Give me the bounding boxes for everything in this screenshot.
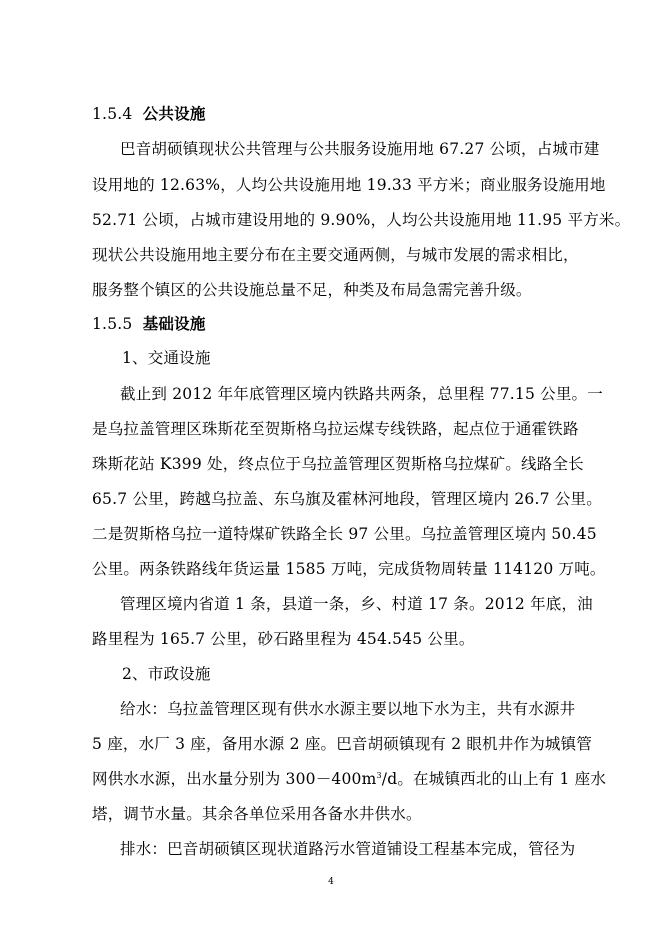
paragraph-line: 截止到 2012 年年底管理区境内铁路共两条，总里程 77.15 公里。一 [120, 385, 603, 403]
subsection-title-traffic: 1、交通设施 [122, 349, 211, 367]
paragraph-line: 路里程为 165.7 公里，砂石路里程为 454.545 公里。 [92, 630, 475, 648]
section-number: 1.5.4 [92, 105, 133, 123]
section-number: 1.5.5 [92, 315, 133, 333]
page-number: 4 [328, 877, 334, 887]
superscript: 3 [376, 770, 382, 780]
section-title: 公共设施 [142, 104, 206, 123]
paragraph-line: 珠斯花站 K399 处，终点位于乌拉盖管理区贺斯格乌拉煤矿。线路全长 [92, 455, 584, 473]
paragraph-line: 现状公共设施用地主要分布在主要交通两侧，与城市发展的需求相比， [92, 246, 579, 264]
section-heading-1-5-4 [92, 104, 206, 124]
text-run: /d。在城镇西北的山上有 1 座水 [381, 770, 607, 788]
paragraph-line: 巴音胡硕镇现状公共管理与公共服务设施用地 67.27 公顷，占城市建 [120, 140, 600, 158]
paragraph-line: 65.7 公里，跨越乌拉盖、东乌旗及霍林河地段，管理区境内 26.7 公里。 [92, 490, 602, 508]
paragraph-line: 5 座，水厂 3 座，备用水源 2 座。巴音胡硕镇现有 2 眼机井作为城镇管 [92, 735, 593, 753]
paragraph-line: 设用地的 12.63%，人均公共设施用地 19.33 平方米；商业服务设施用地 [92, 176, 606, 194]
paragraph-line: 排水：巴音胡硕镇区现状道路污水管道铺设工程基本完成，管径为 [120, 840, 576, 858]
text-run: 网供水水源，出水量分别为 300－400m [92, 770, 377, 788]
paragraph-line: 公里。两条铁路线年货运量 1585 万吨，完成货物周转量 114120 万吨。 [92, 560, 606, 578]
paragraph-line: 52.71 公顷，占城市建设用地的 9.90%，人均公共设施用地 11.95 平方米。 [92, 211, 631, 229]
paragraph-line: 给水：乌拉盖管理区现有供水水源主要以地下水为主，共有水源井 [120, 700, 576, 718]
subsection-title-municipal: 2、市政设施 [122, 665, 211, 683]
paragraph-line: 塔，调节水量。其余各单位采用各备水井供水。 [92, 805, 422, 823]
section-heading-1-5-5 [92, 314, 206, 334]
paragraph-line: 二是贺斯格乌拉一道特煤矿铁路全长 97 公里。乌拉盖管理区境内 50.45 [92, 525, 597, 543]
paragraph-line: 是乌拉盖管理区珠斯花至贺斯格乌拉运煤专线铁路，起点位于通霍铁路 [92, 420, 579, 438]
section-title: 基础设施 [142, 314, 206, 333]
paragraph-line [92, 769, 606, 789]
paragraph-line: 服务整个镇区的公共设施总量不足，种类及布局急需完善升级。 [92, 281, 532, 299]
paragraph-line: 管理区境内省道 1 条，县道一条，乡、村道 17 条。2012 年底，油 [120, 595, 593, 613]
